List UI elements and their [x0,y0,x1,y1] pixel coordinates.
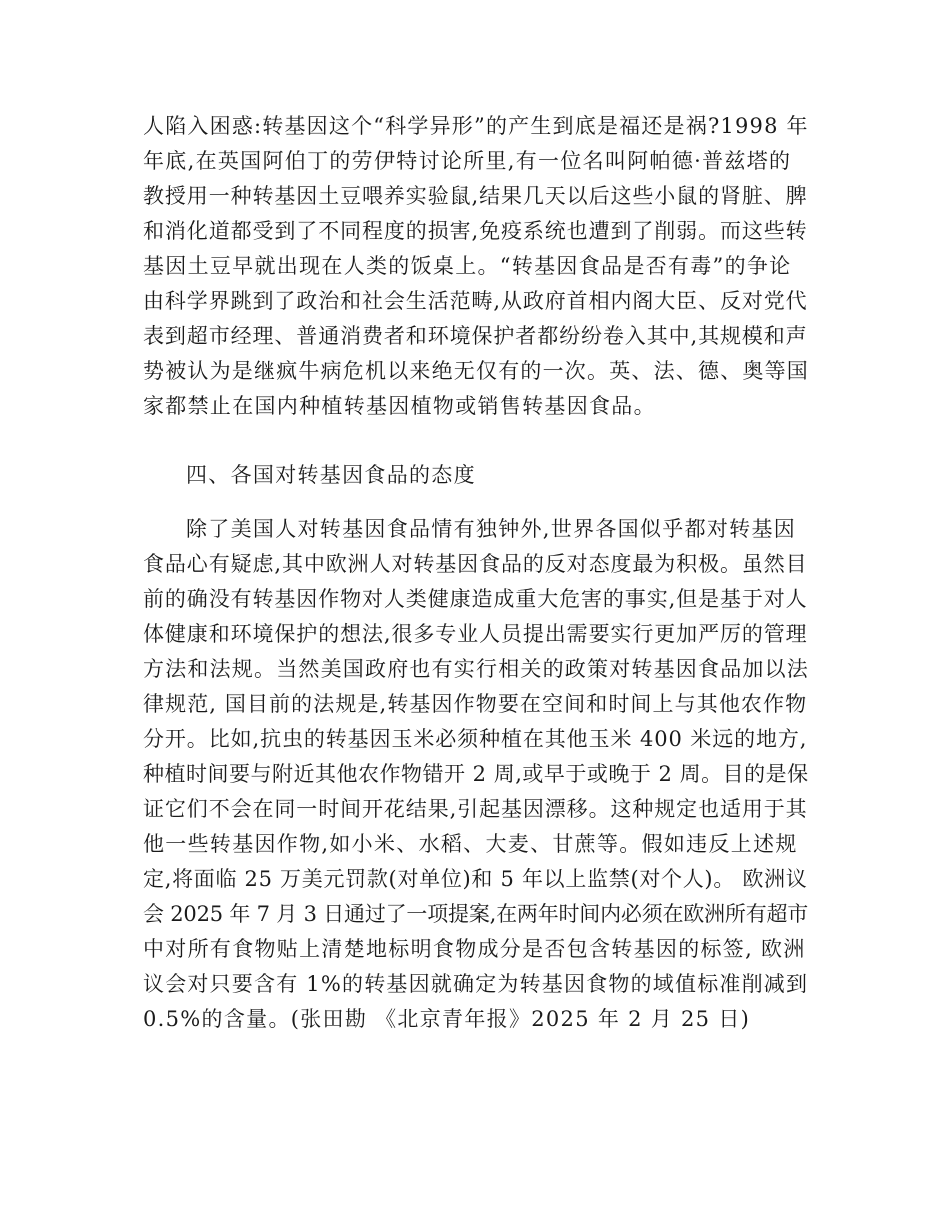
text-line: 和消化道都受到了不同程度的损害,免疫系统也遭到了削弱。而这些转 [143,219,808,243]
text-line: 势被认为是继疯牛病危机以来绝无仅有的一次。英、法、德、奥等国 [143,359,809,383]
text-line: 律规范, 国目前的法规是,转基因作物要在空间和时间上与其他农作物 [143,692,808,716]
text-line: 家都禁止在国内种植转基因植物或销售转基因食品。 [143,394,656,418]
text-line: 表到超市经理、普通消费者和环境保护者都纷纷卷入其中,其规模和声 [143,324,808,348]
text-line: 分开。比如,抗虫的转基因玉米必须种植在其他玉米 400 米远的地方, [143,727,808,751]
text-line: 种植时间要与附近其他农作物错开 2 周,或早于或晚于 2 周。目的是保 [143,762,809,786]
text-line: 人陷入困惑:转基因这个“科学异形”的产生到底是福还是祸?1998 年 [143,114,809,138]
text-line: 他一些转基因作物,如小米、水稻、大麦、甘蔗等。假如违反上述规 [143,832,798,856]
text-line: 除了美国人对转基因食品情有独钟外,世界各国似乎都对转基因 [186,517,797,541]
text-line: 0.5%的含量。(张田勘 《北京青年报》2025 年 2 月 25 日) [143,1007,751,1031]
text-line: 中对所有食物贴上清楚地标明食物成分是否包含转基因的标签, 欧洲 [143,937,806,961]
section-heading-text: 四、各国对转基因食品的态度 [186,463,476,487]
text-line: 方法和法规。当然美国政府也有实行相关的政策对转基因食品加以法 [143,657,809,681]
text-line: 由科学界跳到了政治和社会生活范畴,从政府首相内阁大臣、反对党代 [143,289,808,313]
text-line: 基因土豆早就出现在人类的饭桌上。“转基因食品是否有毒”的争论 [143,254,792,278]
text-line: 前的确没有转基因作物对人类健康造成重大危害的事实,但是基于对人 [143,587,808,611]
text-line: 定,将面临 25 万美元罚款(对单位)和 5 年以上监禁(对个人)。 欧洲议 [143,867,808,891]
text-line: 教授用一种转基因土豆喂养实验鼠,结果几天以后这些小鼠的肾脏、脾 [143,184,808,208]
text-line: 议会对只要含有 1%的转基因就确定为转基因食物的域值标准削减到 [143,972,809,996]
text-line: 体健康和环境保护的想法,很多专业人员提出需要实行更加严厉的管理 [143,622,808,646]
text-line: 证它们不会在同一时间开花结果,引起基因漂移。这种规定也适用于其 [143,797,808,821]
text-line: 年底,在英国阿伯丁的劳伊特讨论所里,有一位名叫阿帕德·普兹塔的 [143,149,792,173]
paragraph-1 [143,109,808,424]
section-heading [143,458,808,493]
text-line: 会 2025 年 7 月 3 日通过了一项提案,在两年时间内必须在欧洲所有超市 [143,902,809,926]
paragraph-2 [143,512,808,1037]
text-line: 食品心有疑虑,其中欧洲人对转基因食品的反对态度最为积极。虽然目 [143,552,808,576]
